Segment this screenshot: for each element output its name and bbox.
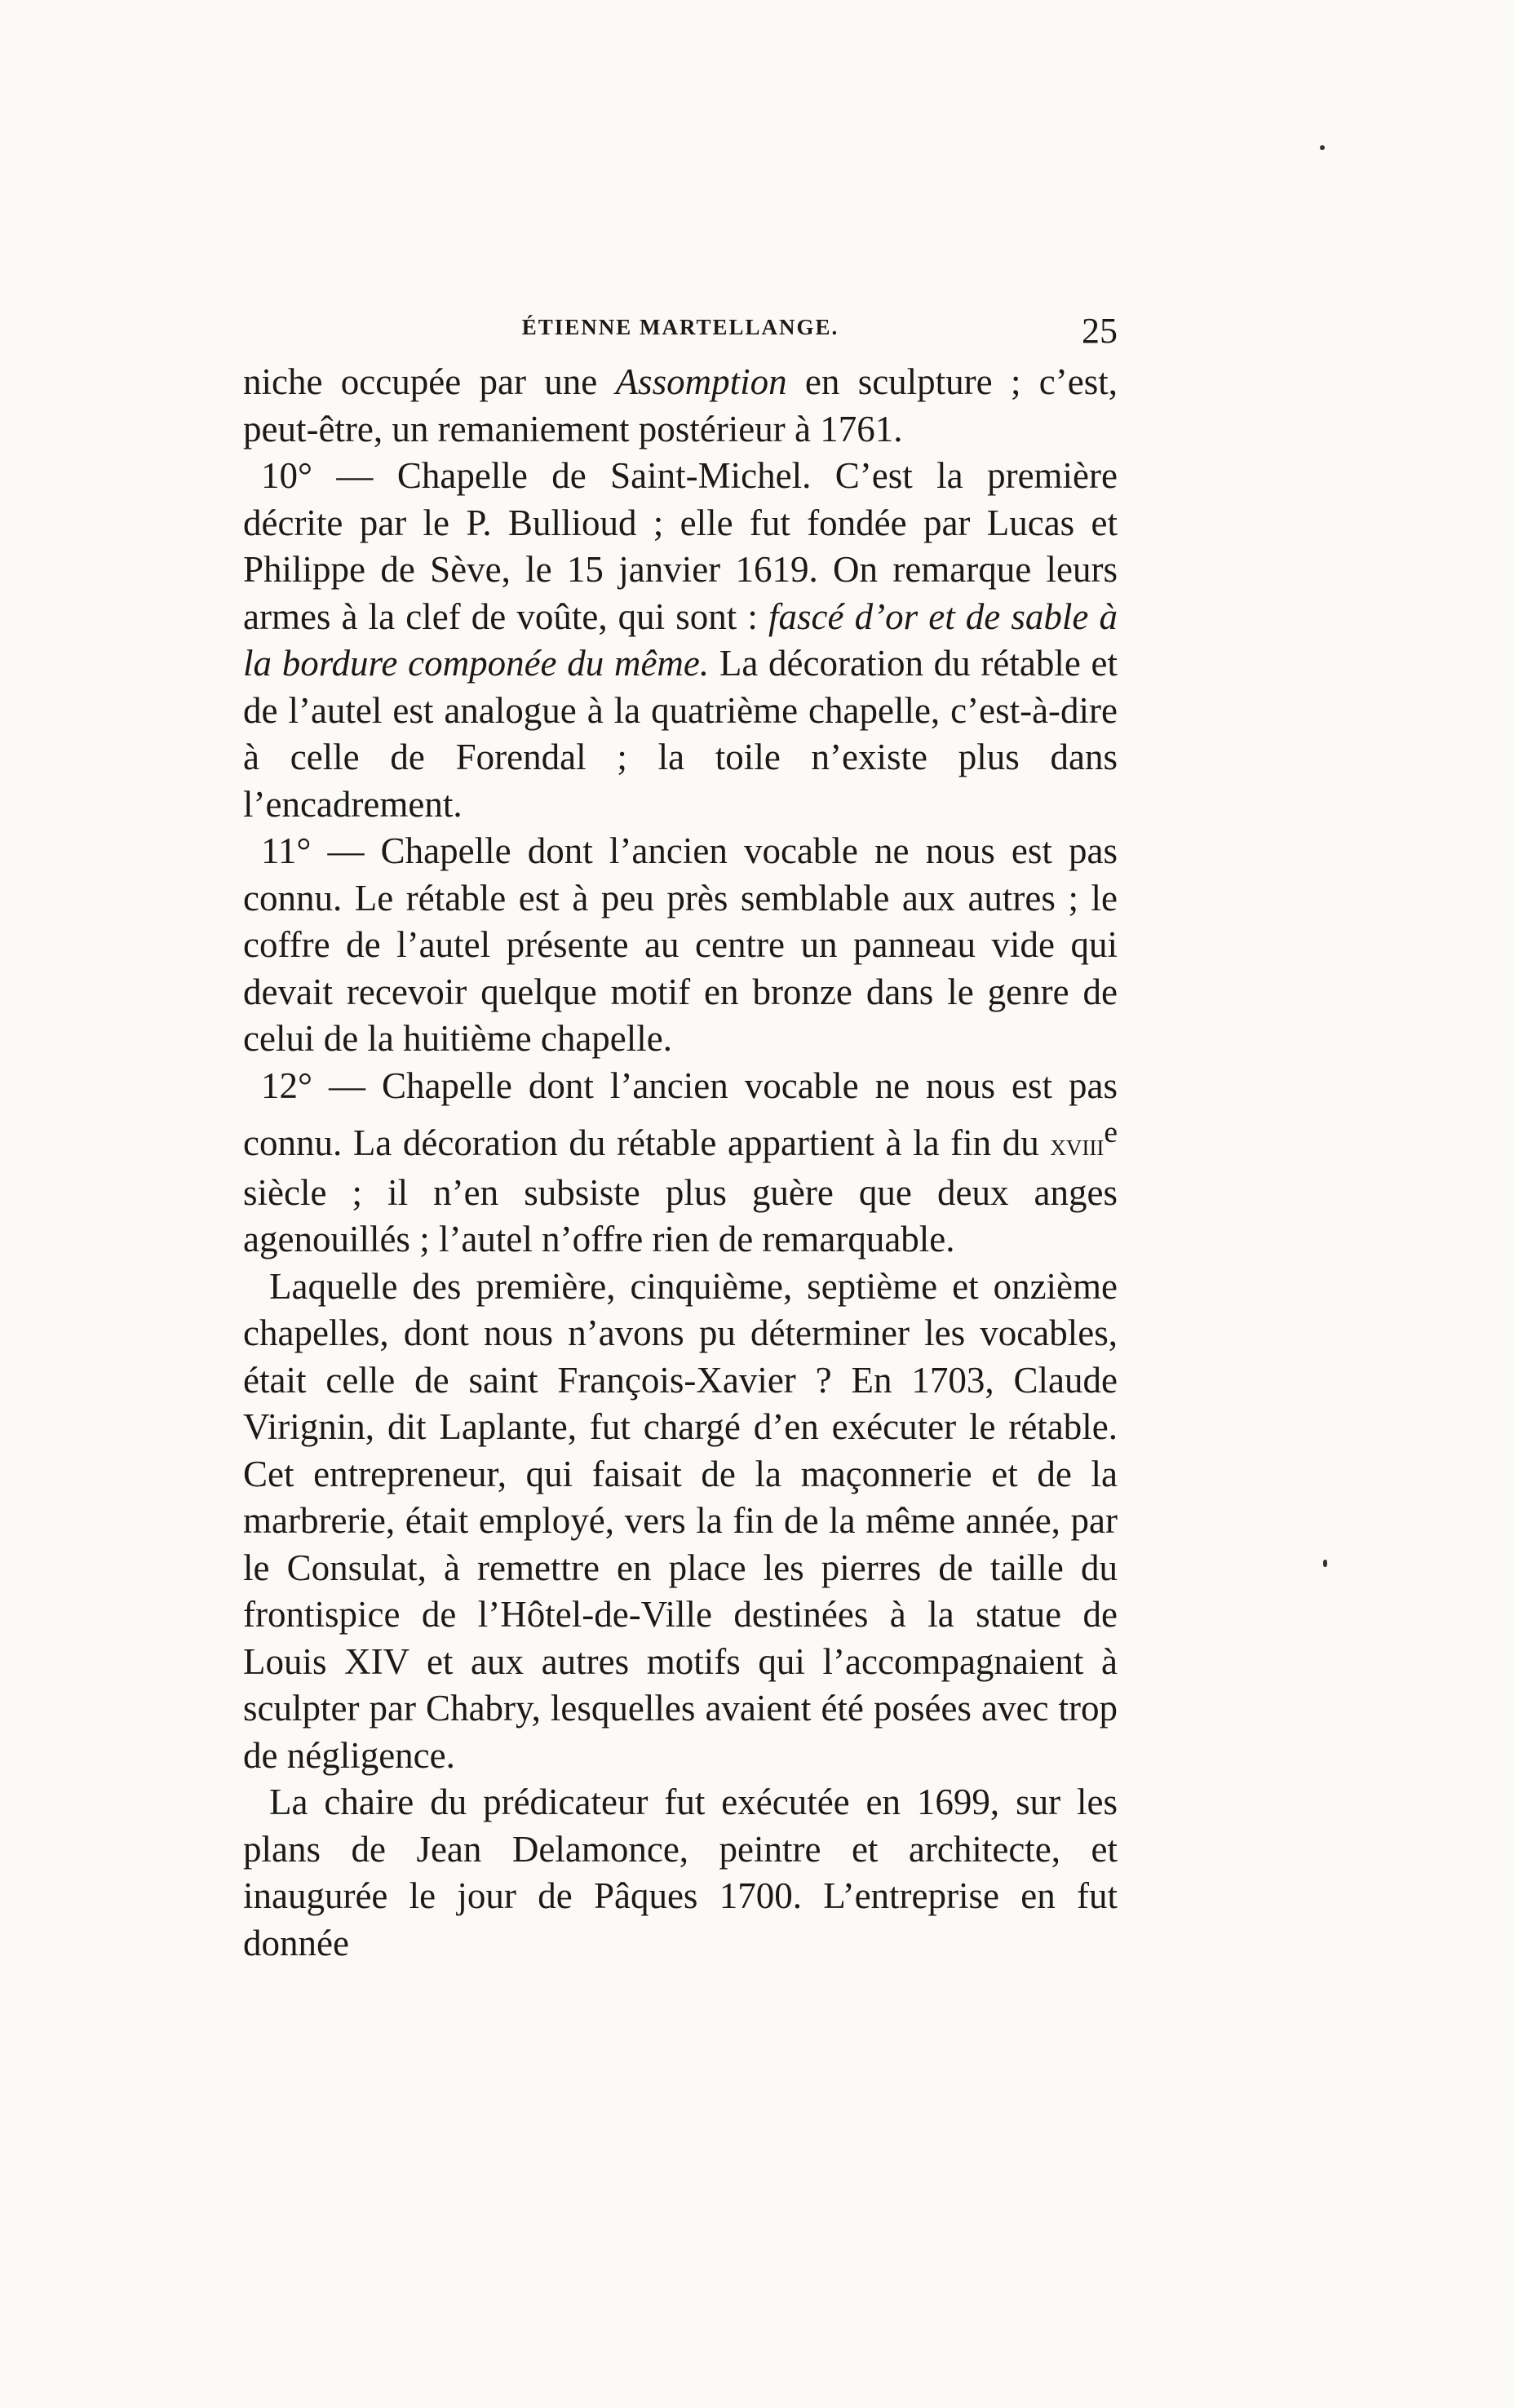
paragraph-2-text-b: La décoration du rétable et de l’autel est analogue à la quatrième chapelle, c’est-à-dire à celle de Forendal ; la toile n’existe plus dans l’encadrement. (243, 643, 1118, 825)
running-title: ÉTIENNE MARTELLANGE. (521, 315, 839, 339)
paragraph-2-italic: fascé d’or et de sable à la bordure componée du même. (243, 595, 1118, 684)
paragraph-4-text-b: siècle ; il n’en subsiste plus guère que deux anges agenouillés ; l’autel n’offre rien de remarquable. (243, 1171, 1118, 1259)
paragraph-1-italic: Assomption (615, 361, 787, 402)
paragraph-6: La chaire du prédicateur fut exécutée en 1699, sur les plans de Jean Delamonce, peintre et architecte, et inaugurée le jour de Pâques 1700. L’entreprise en fut donnée (243, 1782, 1118, 1963)
paragraph-2-text-a: 10° — Chapelle de Saint-Michel. C’est la première décrite par le P. Bullioud ; elle fut fondée par Lucas et Philippe de Sève, le 15 janvier 1619. On remarque leurs armes à la clef de voûte, qui sont : (243, 455, 1118, 637)
paragraph-4-text-a: 12° — Chapelle dont l’ancien vocable ne nous est pas connu. La décoration du rétable appartient à la fin du (243, 1065, 1118, 1163)
body-text (243, 359, 1118, 1967)
paragraph-2 (243, 453, 1118, 828)
ink-speck (1320, 145, 1325, 150)
paragraph-3: 11° — Chapelle dont l’ancien vocable ne nous est pas connu. Le rétable est à peu près semblable aux autres ; le coffre de l’autel présente au centre un panneau vide qui devait recevoir quelque motif en bronze dans le genre de celui de la huitième chapelle. (243, 830, 1118, 1059)
century-numeral: xviii (1050, 1128, 1105, 1162)
page-number: 25 (1082, 311, 1118, 351)
ink-speck (1323, 1560, 1327, 1567)
paragraph-5: Laquelle des première, cinquième, septième et onzième chapelles, dont nous n’avons pu déterminer les vocables, était celle de saint François-Xavier ? En 1703, Claude Virignin, dit Laplante, fut chargé d’en exécuter le rétable. Cet entrepreneur, qui faisait de la maçonnerie et de la marbrerie, était employé, vers la fin de la même année, par le Consulat, à remettre en place les pierres de taille du frontispice de l’Hôtel-de-Ville destinées à la statue de Louis XIV et aux autres motifs qui l’accompagnaient à sculpter par Chabry, lesquelles avaient été posées avec trop de négligence. (243, 1265, 1118, 1776)
running-head (243, 310, 1118, 359)
paragraph-1-text-b: en sculpture ; c’est, peut-être, un remaniement postérieur à 1761. (243, 361, 1118, 449)
century-superscript: e (1104, 1116, 1118, 1149)
paragraph-1-text-a: niche occupée par une (243, 361, 616, 402)
paragraph-4 (243, 1063, 1118, 1264)
paragraph-1 (243, 359, 1118, 453)
